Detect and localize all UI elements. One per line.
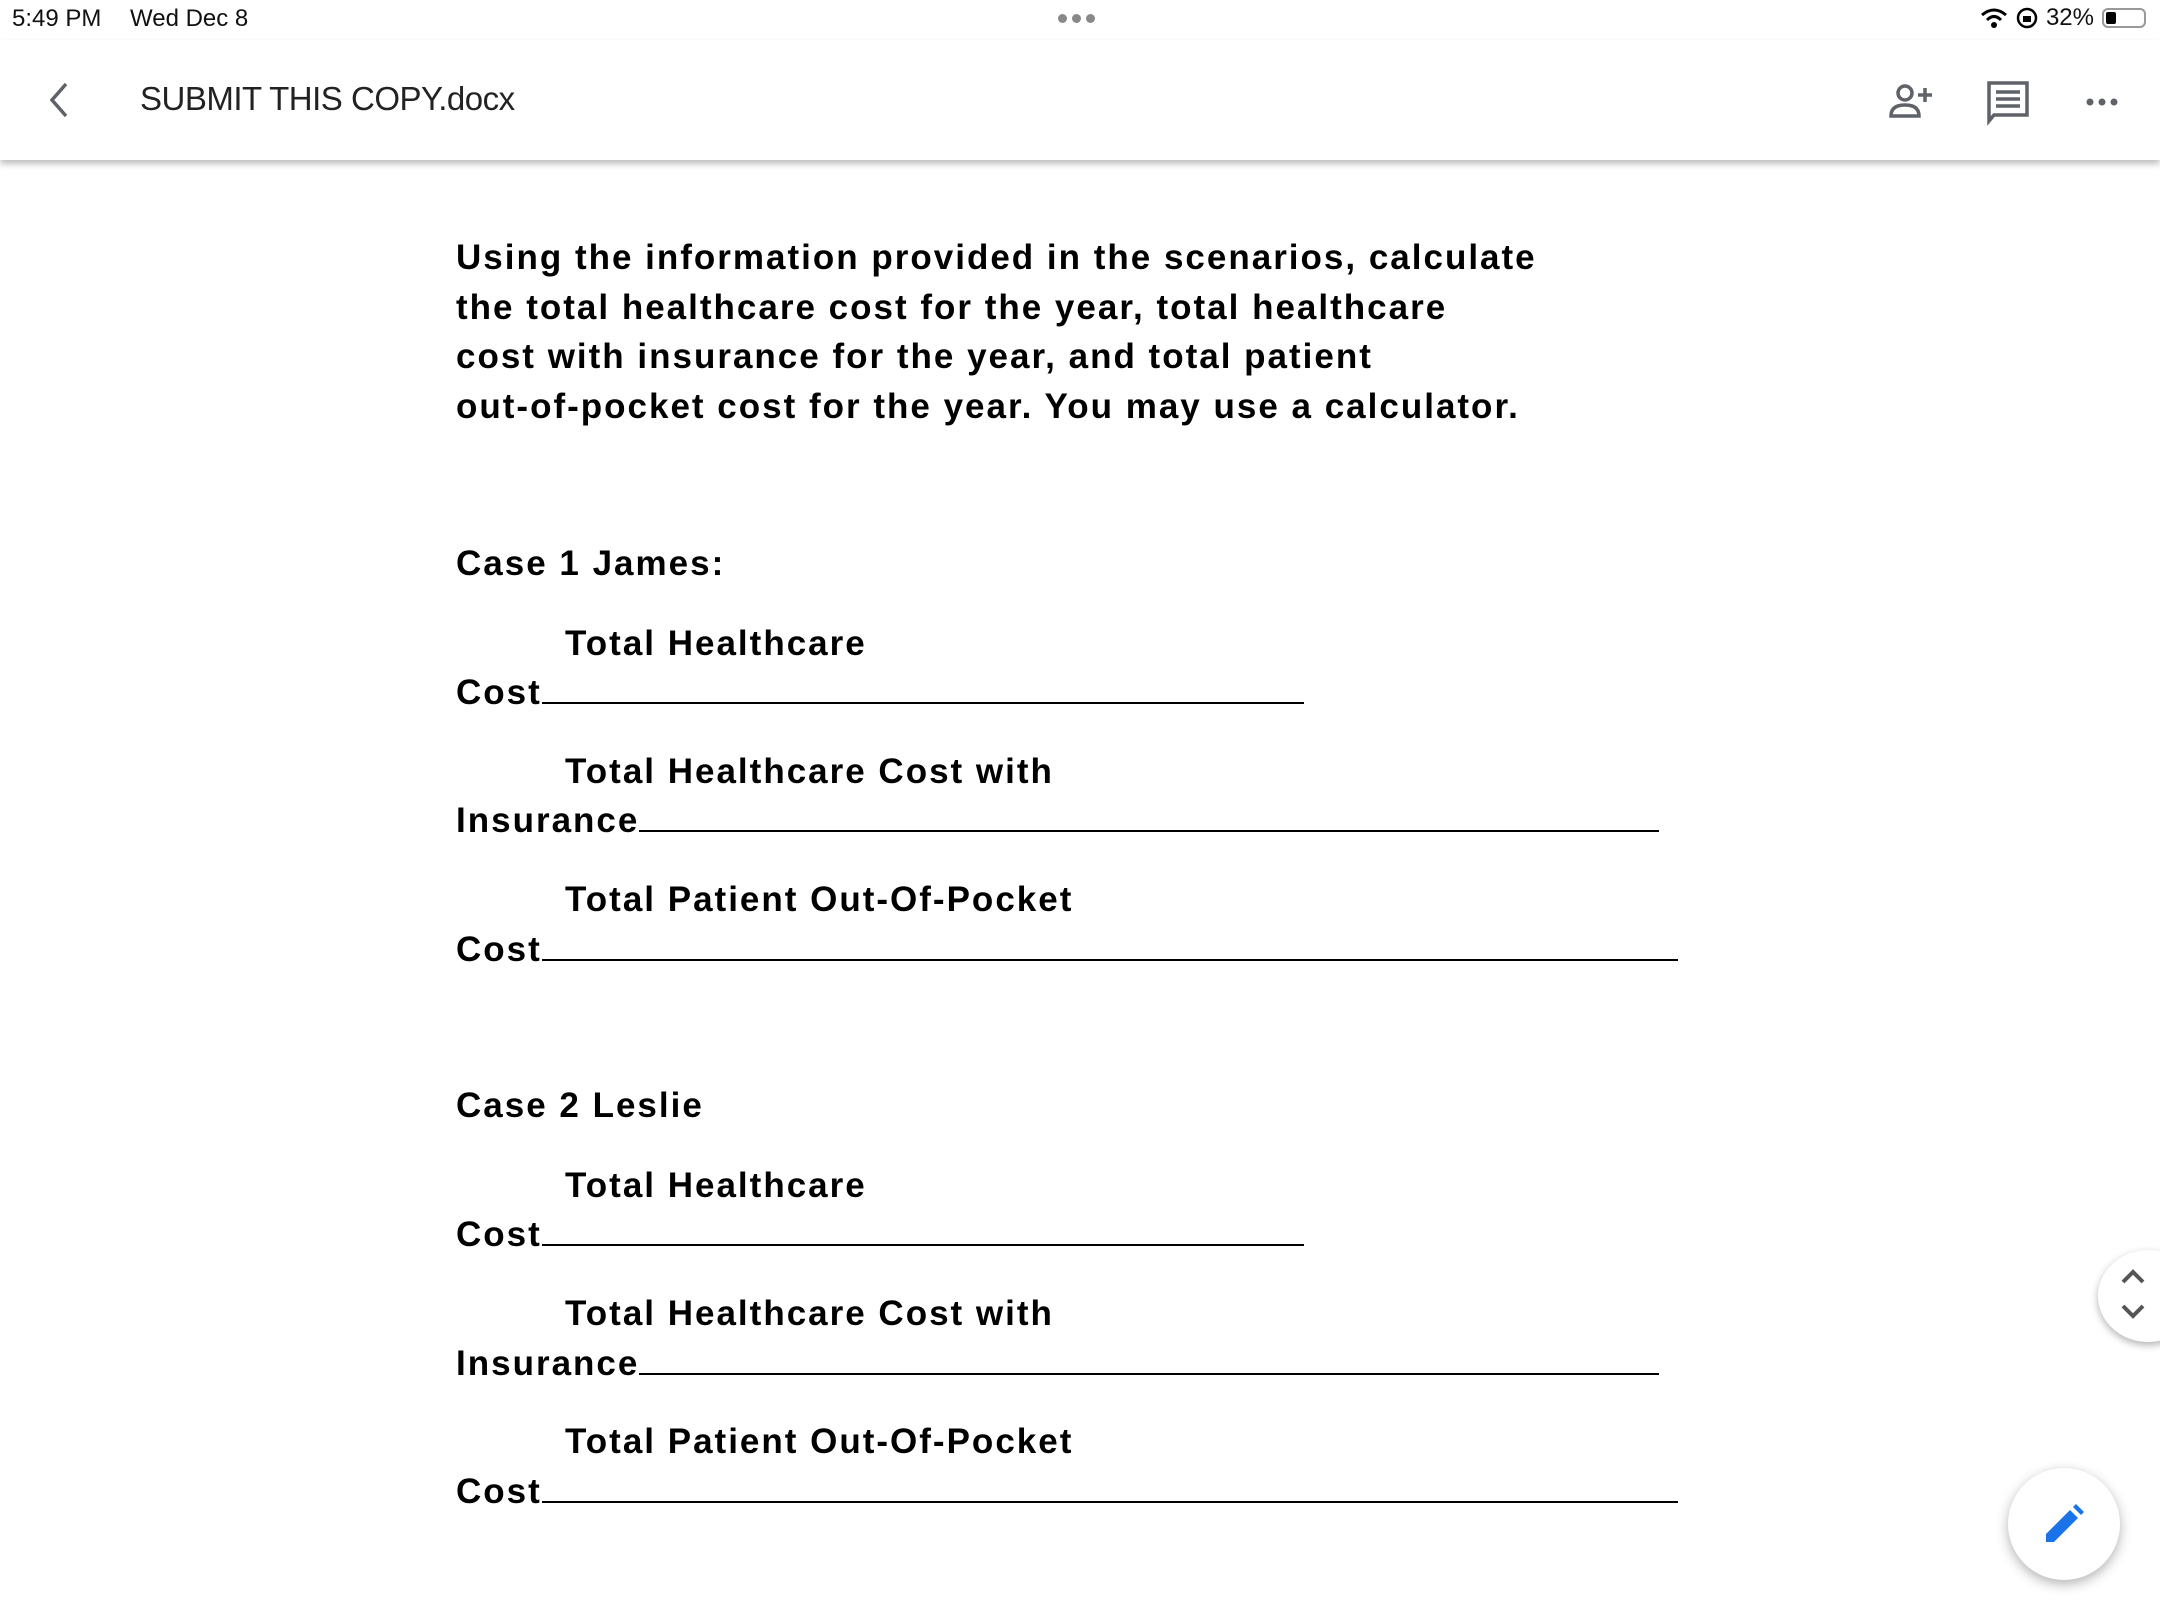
field-answer-line[interactable]: Insurance [456, 1344, 1659, 1384]
battery-percent: 32% [2045, 4, 2094, 31]
status-bar [0, 0, 2160, 40]
case-heading: Case 1 James: [456, 544, 726, 583]
orientation-lock-icon [2016, 7, 2038, 29]
more-icon[interactable] [2076, 76, 2128, 128]
pencil-icon [2042, 1502, 2086, 1546]
multitasking-dots-icon[interactable] [1058, 14, 1095, 23]
case-heading: Case 2 Leslie [456, 1086, 704, 1125]
edit-button[interactable] [2008, 1468, 2120, 1580]
field-label: Total Patient Out-Of-Pocket [565, 1422, 1074, 1461]
intro-line: cost with insurance for the year, and total patient [456, 337, 1373, 376]
field-answer-line[interactable]: Cost [456, 1472, 1678, 1512]
field-label: Total Healthcare Cost with [565, 752, 1054, 791]
field-label: Total Healthcare [565, 1166, 867, 1205]
intro-line: out-of-pocket cost for the year. You may use a calculator. [456, 387, 1520, 426]
field-label: Total Patient Out-Of-Pocket [565, 880, 1074, 919]
status-date: Wed Dec 8 [130, 5, 249, 32]
chevron-up-icon[interactable] [2120, 1268, 2146, 1286]
wifi-icon [1980, 7, 2008, 29]
field-answer-line[interactable]: Cost [456, 673, 1304, 713]
status-time: 5:49 PM [12, 5, 102, 32]
field-answer-line[interactable]: Insurance [456, 801, 1659, 841]
back-chevron-icon[interactable] [40, 78, 80, 122]
chevron-down-icon[interactable] [2120, 1302, 2146, 1320]
field-label: Total Healthcare [565, 624, 867, 663]
comment-icon[interactable] [1982, 76, 2034, 128]
intro-line: the total healthcare cost for the year, total healthcare [456, 288, 1448, 327]
battery-icon [2102, 8, 2146, 28]
field-answer-line[interactable]: Cost [456, 1215, 1304, 1255]
page-navigation-button[interactable] [2098, 1250, 2160, 1342]
field-answer-line[interactable]: Cost [456, 930, 1678, 970]
document-toolbar [0, 40, 2160, 160]
document-title: SUBMIT THIS COPY.docx [140, 80, 515, 117]
intro-line: Using the information provided in the scenarios, calculate [456, 238, 1537, 277]
add-person-icon[interactable] [1885, 76, 1937, 128]
field-label: Total Healthcare Cost with [565, 1294, 1054, 1333]
